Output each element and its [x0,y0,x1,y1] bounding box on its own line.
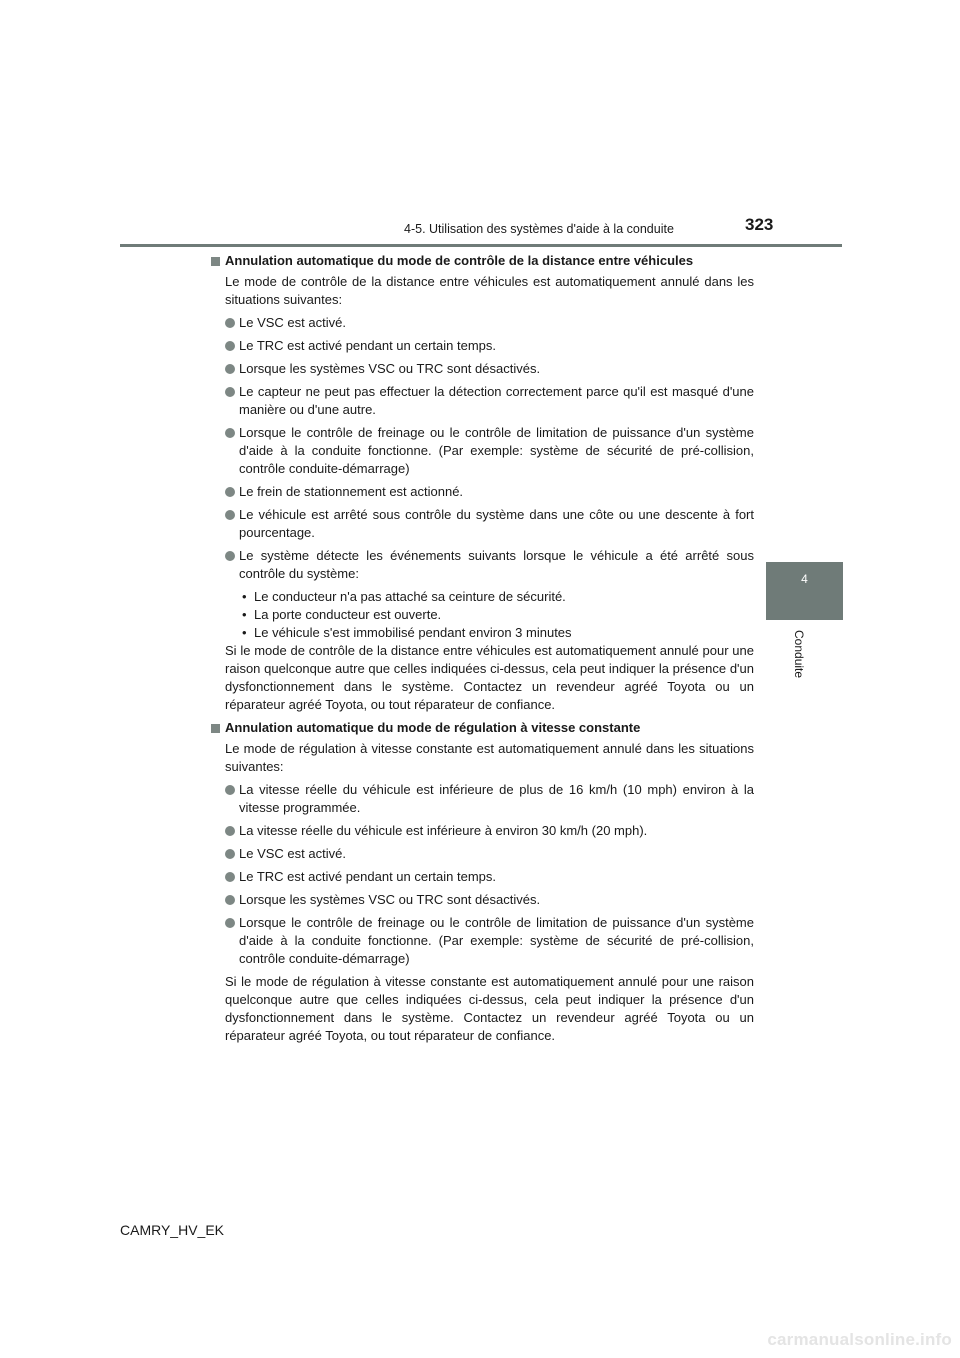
circle-bullet-icon [225,364,235,374]
list-item [209,483,754,501]
square-bullet-icon [211,257,220,266]
sub-list-item-text: Le conducteur n'a pas attaché sa ceinture de sécurité. [254,589,566,604]
list-item-text: Le TRC est activé pendant un certain temps. [239,338,497,353]
running-header: 4-5. Utilisation des systèmes d'aide à la conduite [404,222,674,236]
list-item [209,337,754,355]
watermark: carmanualsonline.info [767,1330,952,1349]
dot-bullet-icon: • [242,589,247,604]
sub-list [209,588,754,642]
list-item-text: Le véhicule est arrêté sous contrôle du système dans une côte ou une descente à fort pourcentage. [239,507,754,540]
chapter-tab-label-wrap [792,630,806,690]
list-item-text: Lorsque le contrôle de freinage ou le contrôle de limitation de puissance d'un système d'aide à la conduite fonctionne. (Par exemple: système de sécurité de pré-collision, contrôle conduite-démarrage) [239,425,754,476]
list-item-text: Le TRC est activé pendant un certain temps. [239,869,497,884]
chapter-tab-label: Conduite [792,630,806,679]
list-item [209,914,754,968]
circle-bullet-icon [225,872,235,882]
list-item [209,891,754,909]
circle-bullet-icon [225,895,235,905]
section-heading-text: Annulation automatique du mode de régulation à vitesse constante [225,720,641,735]
circle-bullet-icon [225,551,235,561]
list-item [209,868,754,886]
sub-list-item [209,606,754,624]
list-item-text: Le capteur ne peut pas effectuer la détection correctement parce qu'il est masqué d'une manière ou d'une autre. [239,384,754,417]
list-item [209,360,754,378]
page-body [209,252,754,1050]
list-item [209,547,754,583]
section-heading-text: Annulation automatique du mode de contrôle de la distance entre véhicules [225,253,694,268]
list-item-text: Le VSC est activé. [239,315,346,330]
circle-bullet-icon [225,918,235,928]
model-code-footer: CAMRY_HV_EK [120,1222,225,1238]
sub-list-item-text: Le véhicule s'est immobilisé pendant environ 3 minutes [254,625,572,640]
sub-list-item-text: La porte conducteur est ouverte. [254,607,442,622]
list-item [209,845,754,863]
list-item [209,314,754,332]
dot-bullet-icon: • [242,607,247,622]
section-closing: Si le mode de régulation à vitesse constante est automatiquement annulé pour une raison quelconque autre que celles indiquées ci-dessus, cela peut indiquer la présence d'un dysfonctionnement dans le système. Contactez un revendeur agréé Toyota ou un réparateur agréé Toyota, ou tout réparateur de confiance. [225,974,754,1043]
list-item [209,781,754,817]
header-divider [120,244,842,247]
page-number: 323 [745,215,774,234]
sub-list-item [209,624,754,642]
section-intro: Le mode de contrôle de la distance entre véhicules est automatiquement annulé dans les situations suivantes: [225,274,754,307]
list-item [209,424,754,478]
chapter-tab-number: 4 [801,572,808,586]
list-item-text: Le VSC est activé. [239,846,346,861]
circle-bullet-icon [225,785,235,795]
circle-bullet-icon [225,318,235,328]
list-item-text: Lorsque le contrôle de freinage ou le contrôle de limitation de puissance d'un système d'aide à la conduite fonctionne. (Par exemple: système de sécurité de pré-collision, contrôle conduite-démarrage) [239,915,754,966]
circle-bullet-icon [225,487,235,497]
list-item [209,383,754,419]
list-item-text: La vitesse réelle du véhicule est inférieure à environ 30 km/h (20 mph). [239,823,648,838]
list-item-text: Lorsque les systèmes VSC ou TRC sont désactivés. [239,361,541,376]
section-heading-distance-control [209,252,754,270]
circle-bullet-icon [225,849,235,859]
circle-bullet-icon [225,428,235,438]
list-item [209,506,754,542]
list-item-text: Lorsque les systèmes VSC ou TRC sont désactivés. [239,892,541,907]
list-item-text: Le système détecte les événements suivants lorsque le véhicule a été arrêté sous contrôle du système: [239,548,754,581]
circle-bullet-icon [225,510,235,520]
circle-bullet-icon [225,341,235,351]
section-closing: Si le mode de contrôle de la distance entre véhicules est automatiquement annulé pour une raison quelconque autre que celles indiquées ci-dessus, cela peut indiquer la présence d'un dysfonctionnement dans le système. Contactez un revendeur agréé Toyota ou un réparateur agréé Toyota, ou tout réparateur de confiance. [225,643,754,712]
section-heading-constant-speed [209,719,754,737]
dot-bullet-icon: • [242,625,247,640]
circle-bullet-icon [225,826,235,836]
square-bullet-icon [211,724,220,733]
list-item-text: La vitesse réelle du véhicule est inférieure de plus de 16 km/h (10 mph) environ à la vitesse programmée. [239,782,754,815]
chapter-tab [766,562,843,620]
section-intro: Le mode de régulation à vitesse constante est automatiquement annulé dans les situations suivantes: [225,741,754,774]
circle-bullet-icon [225,387,235,397]
list-item [209,822,754,840]
sub-list-item [209,588,754,606]
list-item-text: Le frein de stationnement est actionné. [239,484,464,499]
